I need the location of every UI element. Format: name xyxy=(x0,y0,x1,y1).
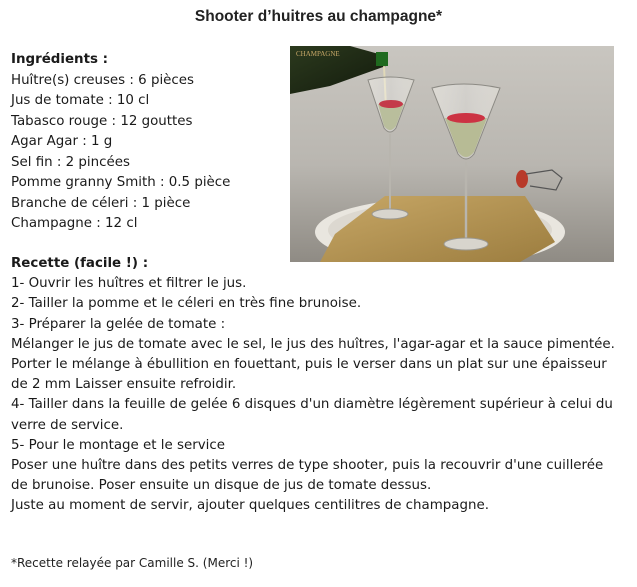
recipe-section xyxy=(11,254,623,517)
footnote: *Recette relayée par Camille S. (Merci !) xyxy=(11,556,254,570)
page-title: Shooter d’huitres au champagne* xyxy=(194,8,443,25)
recipe-step: 5- Pour le montage et le service xyxy=(11,437,225,453)
recipe-step: 2- Tailler la pomme et le céleri en très fine brunoise. xyxy=(11,296,362,312)
ingredient-item: Sel fin : 2 pincées xyxy=(11,154,130,170)
ingredient-item: Branche de céleri : 1 pièce xyxy=(11,195,191,211)
recipe-step-text: Poser une huître dans des petits verres de type shooter, puis la recouvrir d'une cuillerée de brunoise. Poser ensuite un disque de jus de tomate dessus. xyxy=(11,458,604,494)
ingredient-item: Pomme granny Smith : 0.5 pièce xyxy=(11,175,231,190)
ingredient-item: Champagne : 12 cl xyxy=(11,216,138,231)
ingredient-item: Huître(s) creuses : 6 pièces xyxy=(11,72,194,88)
ingredient-item: Agar Agar : 1 g xyxy=(11,134,113,149)
recipe-heading: Recette (facile !) : xyxy=(11,256,149,271)
ingredients-heading: Ingrédients : xyxy=(11,52,108,67)
recipe-step: 3- Préparer la gelée de tomate : xyxy=(11,316,226,332)
recipe-step: 4- Tailler dans la feuille de gelée 6 disques d'un diamètre légèrement supérieur à celui du verre de service. xyxy=(11,397,613,433)
recipe-step-text: Mélanger le jus de tomate avec le sel, le jus des huîtres, l'agar-agar et la sauce pimentée. Porter le mélange à ébullition en fouettant, puis le verser dans un plat sur une épaisseur de 2 mm Laisser ensuite refroidir. xyxy=(11,336,615,393)
recipe-step: 1- Ouvrir les huîtres et filtrer le jus. xyxy=(11,276,247,292)
recipe-step-text: Juste au moment de servir, ajouter quelques centilitres de champagne. xyxy=(11,498,489,514)
bottle-label: CHAMPAGNE xyxy=(296,50,340,58)
champagne-shooters-photo xyxy=(290,46,614,262)
ingredient-item: Jus de tomate : 10 cl xyxy=(11,93,150,108)
ingredients-section xyxy=(11,50,291,235)
ingredient-item: Tabasco rouge : 12 gouttes xyxy=(11,113,193,129)
photo-illustration xyxy=(290,46,614,262)
